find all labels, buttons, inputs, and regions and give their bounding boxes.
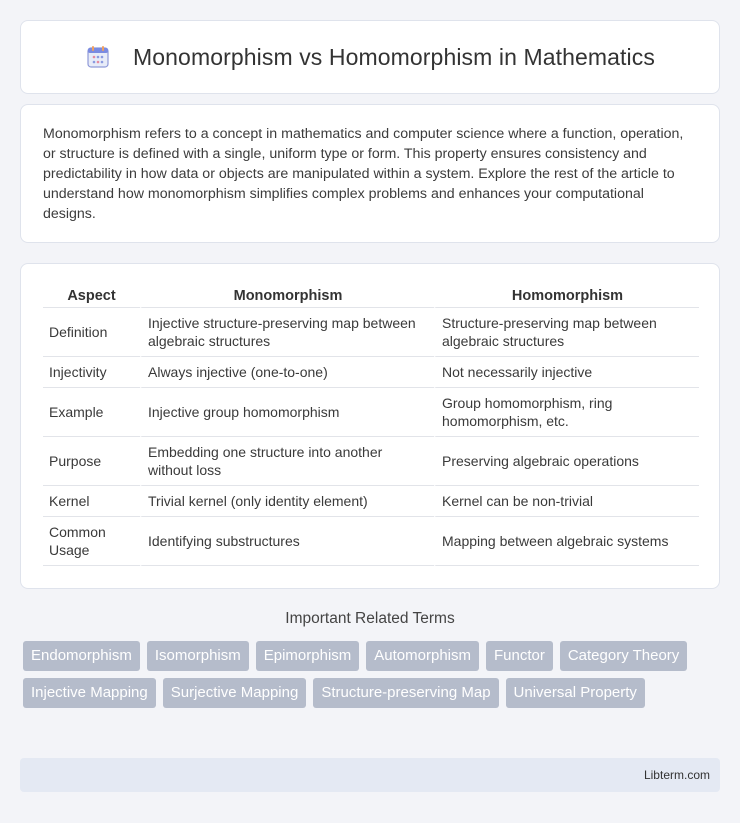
tag-functor[interactable]: Functor [486, 641, 553, 671]
related-terms-list [23, 641, 713, 708]
intro-card [20, 104, 720, 243]
table-cell: Common Usage [43, 517, 140, 566]
page-title: Monomorphism vs Homomorphism in Mathematics [133, 43, 655, 70]
table-cell: Purpose [43, 437, 140, 486]
table-cell: Always injective (one-to-one) [140, 357, 434, 388]
table-cell: Kernel can be non-trivial [434, 486, 699, 517]
tag-surjective-mapping[interactable]: Surjective Mapping [163, 678, 307, 708]
tag-injective-mapping[interactable]: Injective Mapping [23, 678, 156, 708]
tag-endomorphism[interactable]: Endomorphism [23, 641, 140, 671]
table-cell: Structure-preserving map between algebraic structures [434, 308, 699, 357]
header-monomorphism: Monomorphism [140, 284, 434, 308]
table-cell: Identifying substructures [140, 517, 434, 566]
title-card [20, 20, 720, 94]
table-row [43, 517, 699, 566]
table-cell: Kernel [43, 486, 140, 517]
table-cell: Injective group homomorphism [140, 388, 434, 437]
related-terms-title: Important Related Terms [285, 610, 455, 627]
table-cell: Definition [43, 308, 140, 357]
table-cell: Trivial kernel (only identity element) [140, 486, 434, 517]
table-row [43, 437, 699, 486]
table-cell: Injective structure-preserving map between algebraic structures [140, 308, 434, 357]
table-cell: Injectivity [43, 357, 140, 388]
table-cell: Preserving algebraic operations [434, 437, 699, 486]
footer-brand[interactable]: Libterm.com [643, 768, 710, 782]
tag-epimorphism[interactable]: Epimorphism [256, 641, 360, 671]
table-row [43, 388, 699, 437]
tag-universal-property[interactable]: Universal Property [506, 678, 645, 708]
calendar-icon [85, 44, 111, 70]
table-row [43, 357, 699, 388]
table-cell: Mapping between algebraic systems [434, 517, 699, 566]
table-row [43, 308, 699, 357]
comparison-card [20, 263, 720, 589]
table-cell: Group homomorphism, ring homomorphism, etc. [434, 388, 699, 437]
header-homomorphism: Homomorphism [434, 284, 699, 308]
table-row [43, 486, 699, 517]
tag-isomorphism[interactable]: Isomorphism [147, 641, 249, 671]
tag-structure-preserving-map[interactable]: Structure-preserving Map [313, 678, 498, 708]
tag-category-theory[interactable]: Category Theory [560, 641, 687, 671]
comparison-table [43, 284, 699, 566]
table-cell: Example [43, 388, 140, 437]
header-aspect: Aspect [43, 284, 140, 308]
table-header-row [43, 284, 699, 308]
tag-automorphism[interactable]: Automorphism [366, 641, 479, 671]
table-cell: Embedding one structure into another without loss [140, 437, 434, 486]
footer [20, 758, 720, 792]
intro-text: Monomorphism refers to a concept in mathematics and computer science where a function, operation, or structure is defined with a single, uniform type or form. This property ensures consistency and predictability in how data or objects are manipulated within a system. Explore the rest of the article to understand how monomorphism simplifies complex problems and enhances your computational designs. [43, 126, 684, 222]
table-cell: Not necessarily injective [434, 357, 699, 388]
